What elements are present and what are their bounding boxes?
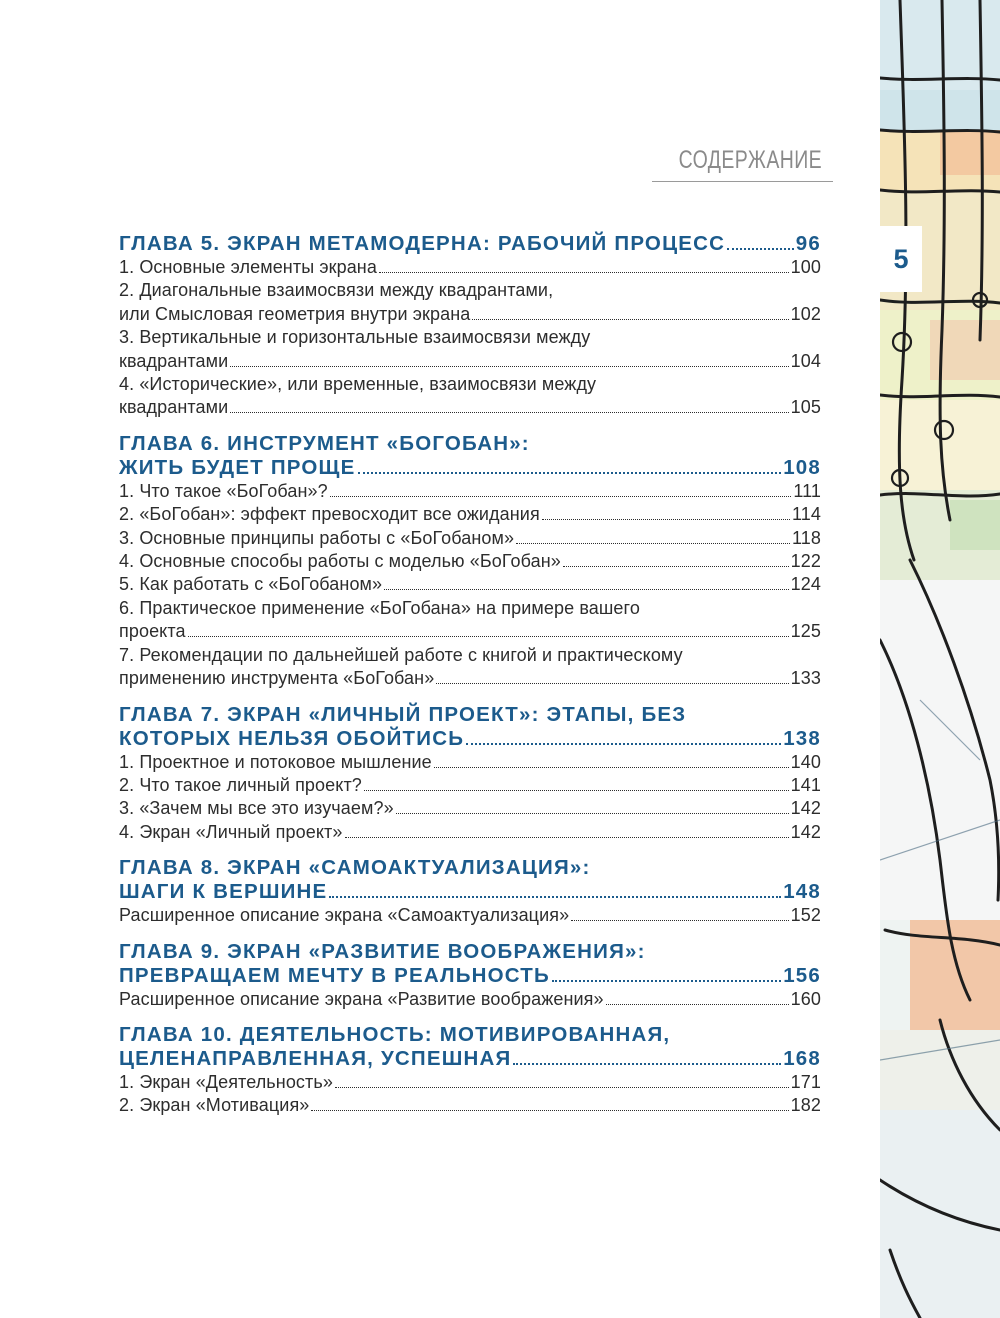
dot-leader [364, 790, 789, 791]
entry-title: 1. Что такое «БоГобан»? [119, 480, 328, 501]
toc-chapter [119, 940, 821, 1011]
entry-title: квадрантами [119, 350, 229, 371]
dot-leader [329, 896, 781, 898]
entry-page-number: 141 [790, 774, 821, 795]
entry-title: 1. Проектное и потоковое мышление [119, 751, 432, 772]
sketch-art [880, 0, 1000, 1318]
toc-entry[interactable] [119, 480, 821, 503]
entry-title: 3. «Зачем мы все это изучаем?» [119, 798, 394, 819]
chapter-heading-line[interactable] [119, 232, 821, 256]
chapter-heading-line[interactable] [119, 964, 821, 988]
chapter-heading-line[interactable] [119, 703, 821, 727]
toc-entry[interactable] [119, 573, 821, 596]
entry-page-number: 160 [790, 988, 821, 1009]
entry-title: 3. Основные принципы работы с «БоГобаном» [119, 527, 515, 548]
toc-entry[interactable] [119, 256, 821, 279]
entry-title: Расширенное описание экрана «Развитие воображения» [119, 988, 604, 1009]
dot-leader [230, 366, 788, 367]
toc-entry[interactable] [119, 774, 821, 797]
chapter-title: КОТОРЫХ НЕЛЬЗЯ ОБОЙТИСЬ [119, 726, 465, 750]
dot-leader [436, 683, 788, 684]
entry-title: 2. Что такое личный проект? [119, 774, 362, 795]
chapter-title: ГЛАВА 7. ЭКРАН «ЛИЧНЫЙ ПРОЕКТ»: ЭТАПЫ, БЕЗ [119, 702, 687, 726]
toc-entry[interactable] [119, 396, 821, 419]
toc-entry[interactable] [119, 373, 821, 396]
chapter-tab-number: 5 [893, 243, 909, 274]
entry-title: проекта [119, 621, 186, 642]
entry-title: 1. Основные элементы экрана [119, 257, 377, 277]
entry-page-number: 171 [790, 1071, 821, 1092]
toc-entry[interactable] [119, 597, 821, 620]
toc-entry[interactable] [119, 667, 821, 690]
entry-title: или Смысловая геометрия внутри экрана [119, 303, 471, 324]
entry-page-number: 182 [790, 1095, 821, 1116]
toc-entry[interactable] [119, 503, 821, 526]
toc-entry[interactable] [119, 821, 821, 844]
chapter-title: ПРЕВРАЩАЕМ МЕЧТУ В РЕАЛЬНОСТЬ [119, 963, 550, 987]
toc-entry[interactable] [119, 326, 821, 349]
entry-page-number: 142 [790, 798, 821, 819]
dot-leader [311, 1110, 788, 1111]
dot-leader [472, 319, 788, 320]
toc-entry[interactable] [119, 1071, 821, 1094]
entry-page-number: 105 [790, 397, 821, 418]
chapter-page-number: 96 [795, 232, 821, 255]
entry-title: Расширенное описание экрана «Самоактуализация» [119, 905, 570, 926]
dot-leader [727, 248, 794, 250]
entry-page-number: 100 [790, 257, 821, 277]
toc-entry[interactable] [119, 751, 821, 774]
chapter-heading-line[interactable] [119, 1047, 821, 1071]
entry-title: 2. «БоГобан»: эффект превосходит все ожидания [119, 504, 540, 525]
chapter-title: ЖИТЬ БУДЕТ ПРОЩЕ [119, 455, 356, 479]
entry-title: квадрантами [119, 397, 229, 418]
dot-leader [571, 920, 788, 921]
chapter-page-number: 156 [783, 963, 821, 987]
entry-title: 4. Экран «Личный проект» [119, 821, 343, 842]
toc-chapter [119, 703, 821, 845]
toc-entry[interactable] [119, 303, 821, 326]
entry-title: применению инструмента «БоГобан» [119, 668, 435, 689]
chapter-heading-line[interactable] [119, 940, 821, 964]
entry-page-number: 118 [792, 527, 821, 548]
decorative-illustration [880, 0, 1000, 1318]
chapter-heading-line[interactable] [119, 456, 821, 480]
entry-page-number: 122 [790, 551, 821, 572]
chapter-page-number: 168 [783, 1046, 821, 1070]
entry-page-number: 111 [793, 480, 821, 501]
entry-page-number: 140 [790, 751, 821, 772]
toc-entry[interactable] [119, 527, 821, 550]
chapter-heading-line[interactable] [119, 432, 821, 456]
chapter-title: ЦЕЛЕНАПРАВЛЕННАЯ, УСПЕШНАЯ [119, 1046, 512, 1070]
chapter-tab [880, 226, 922, 292]
dot-leader [516, 543, 790, 544]
chapter-title: ГЛАВА 8. ЭКРАН «САМОАКТУАЛИЗАЦИЯ»: [119, 856, 591, 880]
chapter-heading-line[interactable] [119, 856, 821, 880]
entry-title: 3. Вертикальные и горизонтальные взаимосвязи между [119, 327, 591, 348]
entry-page-number: 114 [792, 504, 821, 525]
entry-title: 2. Диагональные взаимосвязи между квадрантами, [119, 280, 554, 301]
chapter-title: ГЛАВА 10. ДЕЯТЕЛЬНОСТЬ: МОТИВИРОВАННАЯ, [119, 1022, 671, 1046]
dot-leader [345, 837, 789, 838]
entry-page-number: 104 [790, 350, 821, 371]
chapter-title: ГЛАВА 5. ЭКРАН МЕТАМОДЕРНА: РАБОЧИЙ ПРОЦЕСС [119, 232, 726, 255]
chapter-heading-line[interactable] [119, 880, 821, 904]
chapter-page-number: 138 [783, 726, 821, 750]
dot-leader [230, 412, 788, 413]
entry-page-number: 142 [790, 821, 821, 842]
dot-leader [606, 1004, 789, 1005]
dot-leader [552, 980, 781, 982]
entry-title: 6. Практическое применение «БоГобана» на примере вашего [119, 597, 640, 618]
chapter-page-number: 108 [783, 455, 821, 479]
dot-leader [396, 813, 789, 814]
dot-leader [466, 743, 781, 745]
chapter-title: ШАГИ К ВЕРШИНЕ [119, 880, 328, 904]
toc-chapter [119, 1023, 821, 1118]
toc-entry[interactable] [119, 620, 821, 643]
entry-page-number: 125 [790, 621, 821, 642]
entry-title: 7. Рекомендации по дальнейшей работе с книгой и практическому [119, 644, 683, 665]
toc-entry[interactable] [119, 279, 821, 302]
entry-page-number: 102 [790, 303, 821, 324]
dot-leader [563, 566, 789, 567]
toc-entry[interactable] [119, 904, 821, 927]
dot-leader [358, 472, 782, 474]
toc-entry[interactable] [119, 797, 821, 820]
entry-title: 5. Как работать с «БоГобаном» [119, 574, 383, 595]
page-title: СОДЕРЖАНИЕ [678, 146, 822, 174]
toc-entry[interactable] [119, 988, 821, 1011]
toc-chapter [119, 232, 821, 420]
table-of-contents [119, 232, 821, 1130]
dot-leader [379, 272, 789, 273]
entry-title: 1. Экран «Деятельность» [119, 1071, 333, 1092]
dot-leader [335, 1087, 789, 1088]
chapter-heading-line[interactable] [119, 1023, 821, 1047]
toc-chapter [119, 432, 821, 691]
dot-leader [188, 636, 789, 637]
entry-page-number: 152 [790, 905, 821, 926]
toc-entry[interactable] [119, 644, 821, 667]
dot-leader [384, 589, 789, 590]
chapter-title: ГЛАВА 6. ИНСТРУМЕНТ «БОГОБАН»: [119, 431, 530, 455]
toc-entry[interactable] [119, 1094, 821, 1117]
chapter-title: ГЛАВА 9. ЭКРАН «РАЗВИТИЕ ВООБРАЖЕНИЯ»: [119, 939, 646, 963]
entry-title: 4. «Исторические», или временные, взаимосвязи между [119, 374, 597, 395]
dot-leader [434, 767, 789, 768]
dot-leader [513, 1063, 781, 1065]
entry-page-number: 124 [790, 574, 821, 595]
entry-title: 2. Экран «Мотивация» [119, 1095, 310, 1116]
dot-leader [542, 519, 790, 520]
dot-leader [330, 496, 792, 497]
toc-entry[interactable] [119, 350, 821, 373]
chapter-page-number: 148 [783, 880, 821, 904]
header-rule [652, 181, 833, 182]
toc-entry[interactable] [119, 550, 821, 573]
entry-title: 4. Основные способы работы с моделью «БоГобан» [119, 551, 561, 572]
entry-page-number: 133 [790, 668, 821, 689]
toc-chapter [119, 856, 821, 927]
chapter-heading-line[interactable] [119, 727, 821, 751]
